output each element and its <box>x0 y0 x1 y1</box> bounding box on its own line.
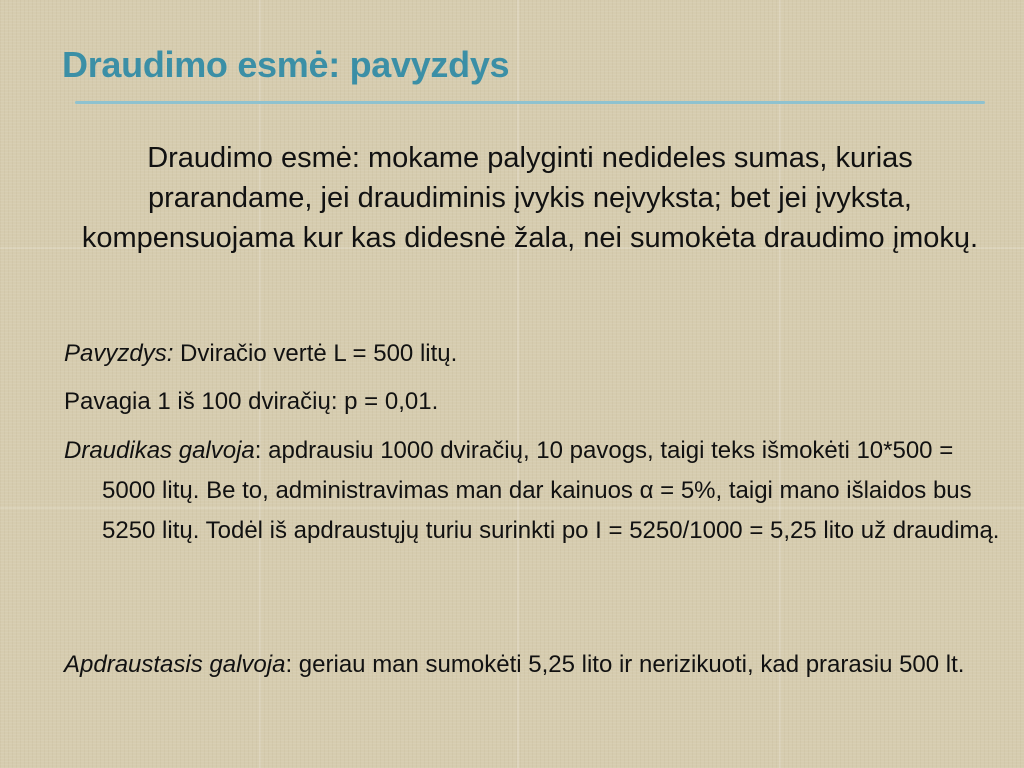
insured-paragraph <box>64 645 1012 685</box>
insured-text: : geriau man sumokėti 5,25 lito ir nerizikuoti, kad prarasiu 500 lt. <box>285 651 965 678</box>
slide-title: Draudimo esmė: pavyzdys <box>62 44 510 85</box>
example-paragraph <box>64 334 1012 374</box>
example-text: Dviračio vertė L = 500 litų. <box>173 340 458 367</box>
insured-label: Apdraustasis galvoja <box>64 651 286 678</box>
insurer-label: Draudikas galvoja <box>64 437 255 464</box>
insurer-text: : apdrausiu 1000 dviračių, 10 pavogs, taigi teks išmokėti 10*500 = 5000 litų. Be to, administravimas man dar kainuos α = 5%, taigi mano išlaidos bus 5250 litų. Todėl iš apdraustųjų turiu surinkti po I = 5250/1000 = 5,25 lito už draudimą. <box>102 437 1000 544</box>
intro-paragraph: Draudimo esmė: mokame palyginti nedideles sumas, kurias prarandame, jei draudiminis įvykis neįvyksta; bet jei įvyksta, kompensuojama kur kas didesnė žala, nei sumokėta draudimo įmokų. <box>81 142 979 254</box>
title-divider <box>75 101 985 104</box>
theft-paragraph: Pavagia 1 iš 100 dviračių: p = 0,01. <box>64 388 439 415</box>
example-label: Pavyzdys: <box>64 340 174 367</box>
insurer-paragraph <box>64 431 1012 551</box>
